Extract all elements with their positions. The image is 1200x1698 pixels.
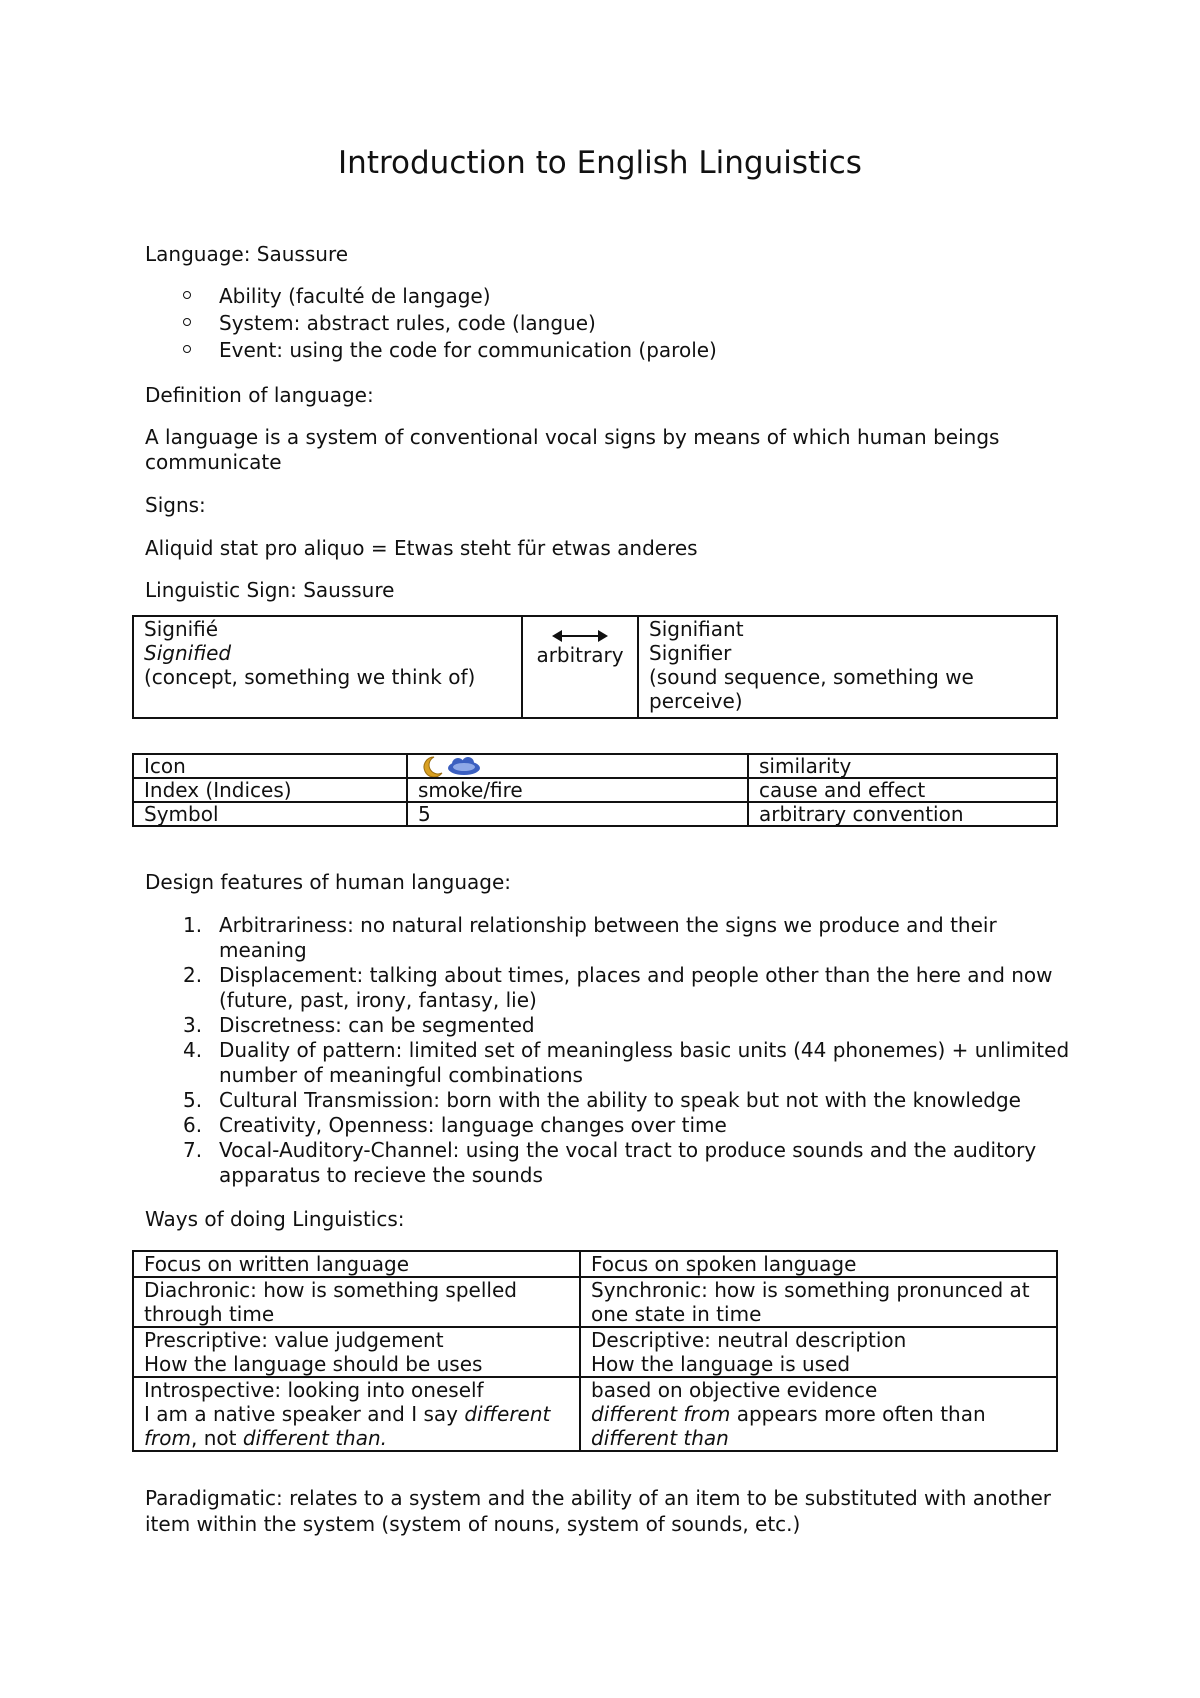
design-heading: Design features of human language: [145, 870, 512, 894]
table-row: Focus on written language Focus on spoken language [133, 1251, 1057, 1277]
sign-types-table [132, 753, 1058, 827]
list-item: Ability (faculté de langage) [145, 284, 717, 311]
list-item: 5. Cultural Transmission: born with the ability to speak but not with the knowledge [183, 1088, 1021, 1112]
ways-of-linguistics-table [132, 1250, 1058, 1452]
list-item: 1. Arbitrariness: no natural relationship between the signs we produce and their meaning [183, 913, 997, 962]
table-row: Prescriptive: value judgement How the language should be uses Descriptive: neutral description How the language is used [133, 1327, 1057, 1377]
definition-heading: Definition of language: [145, 383, 374, 407]
double-arrow-icon [533, 625, 627, 643]
signs-heading: Signs: [145, 493, 206, 517]
list-item: 4. Duality of pattern: limited set of meaningless basic units (44 phonemes) + unlimited number of meaningful combinations [183, 1038, 1070, 1087]
table-row: Introspective: looking into oneself I am a native speaker and I say different from, not different than. based on objective evidence different from appears more often than different than [133, 1377, 1057, 1451]
linguistic-sign-table [132, 615, 1058, 719]
list-item: Event: using the code for communication (parole) [145, 338, 717, 365]
page-title: Introduction to English Linguistics [338, 145, 862, 181]
table-row: Diachronic: how is something spelled through time Synchronic: how is something pronunced at one state in time [133, 1277, 1057, 1327]
ways-heading: Ways of doing Linguistics: [145, 1207, 405, 1231]
language-heading: Language: Saussure [145, 242, 349, 266]
bullet-marker [183, 345, 191, 353]
bullet-marker [183, 318, 191, 326]
linguistic-sign-heading: Linguistic Sign: Saussure [145, 578, 395, 602]
icon-example-cell [407, 754, 748, 778]
list-item: 6. Creativity, Openness: language changes over time [183, 1113, 727, 1137]
signs-text: Aliquid stat pro aliquo = Etwas steht für etwas anderes [145, 536, 698, 560]
moon-icon [424, 757, 442, 777]
cloud-icon [448, 757, 480, 775]
list-item: 7. Vocal-Auditory-Channel: using the vocal tract to produce sounds and the auditory apparatus to recieve the sounds [183, 1138, 1037, 1187]
table-row: Icon similarity [133, 754, 1057, 778]
arbitrary-cell: arbitrary [522, 616, 638, 718]
list-item: 3. Discretness: can be segmented [183, 1013, 535, 1037]
definition-text: A language is a system of conventional vocal signs by means of which human beings communicate [145, 425, 1000, 474]
table-row: Symbol 5 arbitrary convention [133, 802, 1057, 826]
table-row: Index (Indices) smoke/fire cause and effect [133, 778, 1057, 802]
design-features-list [145, 913, 1080, 1188]
bullet-marker [183, 291, 191, 299]
signified-cell: Signifié Signified (concept, something we think of) [133, 616, 522, 718]
signifier-cell: Signifiant Signifier (sound sequence, something we perceive) [638, 616, 1057, 718]
paradigmatic-text: Paradigmatic: relates to a system and the ability of an item to be substituted with another item within the system (system of nouns, system of sounds, etc.) [145, 1486, 1052, 1536]
list-item: 2. Displacement: talking about times, places and people other than the here and now (future, past, irony, fantasy, lie) [183, 963, 1053, 1012]
list-item: System: abstract rules, code (langue) [145, 311, 717, 338]
language-bullet-list [145, 284, 717, 365]
